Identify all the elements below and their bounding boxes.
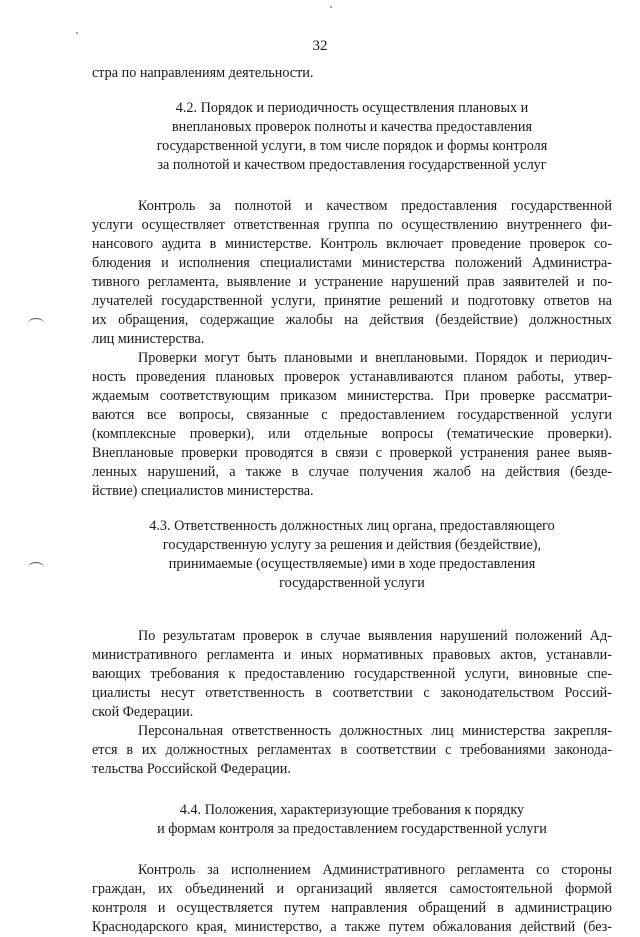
heading-line: государственную услугу за решения и действия (бездействие), xyxy=(162,537,542,553)
section-4-4-paragraph-1 xyxy=(92,861,612,937)
paragraph-line: контроля и осуществляется путем направления обращений в администрацию xyxy=(92,900,612,916)
page-number: 32 xyxy=(312,38,328,54)
binding-hole-mark xyxy=(28,562,44,573)
heading-line: за полнотой и качеством предоставления государственной услуг xyxy=(157,157,547,173)
paragraph-line: ется в их должностных регламентах в соответствии с требованиями законода- xyxy=(92,742,612,758)
heading-line: 4.4. Положения, характеризующие требования к порядку xyxy=(179,802,525,818)
scan-dot xyxy=(330,6,332,8)
heading-line: государственной услуги xyxy=(279,575,425,591)
paragraph-line: ность проведения плановых проверок устанавливаются планом работы, утвер- xyxy=(92,369,612,385)
paragraph-line: Контроль за исполнением Административного регламента со стороны xyxy=(138,862,612,878)
section-4-2-paragraph-2 xyxy=(92,349,612,501)
heading-line: государственной услуги, в том числе порядок и формы контроля xyxy=(156,138,548,154)
paragraph-line: Краснодарского края, министерство, а также путем обжалования действий (без- xyxy=(92,919,612,935)
paragraph-line: тельства Российской Федерации. xyxy=(92,761,291,777)
document-body xyxy=(92,64,612,937)
paragraph-line: лучателей государственной услуги, принятие решений и подготовку ответов на xyxy=(92,293,612,309)
heading-line: 4.2. Порядок и периодичность осуществления плановых и xyxy=(175,100,529,116)
intro-line: стра по направлениям деятельности. xyxy=(92,65,314,81)
paragraph-line: ждаемым соответствующим приказом министерства. При проверке рассматри- xyxy=(92,388,612,404)
heading-line: внеплановых проверок полноты и качества предоставления xyxy=(171,119,532,135)
paragraph-line: тивного регламента, выявление и устранение нарушений прав заявителей и по- xyxy=(92,274,612,290)
paragraph-line: По результатам проверок в случае выявления нарушений положений Ад- xyxy=(138,628,612,644)
paragraph-line: ваются все вопросы, связанные с предоставлением государственной услуги xyxy=(92,407,612,423)
paragraph-line: Персональная ответственность должностных лиц министерства закрепля- xyxy=(138,723,612,739)
paragraph-line: Проверки могут быть плановыми и внеплановыми. Порядок и периодич- xyxy=(138,350,612,366)
section-4-3-heading xyxy=(92,517,612,593)
scan-dot xyxy=(76,32,78,34)
section-4-2-paragraph-1 xyxy=(92,197,612,349)
paragraph-line: услуги осуществляет ответственная группа по осуществлению внутреннего фи- xyxy=(92,217,612,233)
heading-line: 4.3. Ответственность должностных лиц органа, предоставляющего xyxy=(149,518,555,534)
section-4-4-heading xyxy=(92,801,612,839)
paragraph-line: нансового аудита в министерстве. Контроль включает проведение проверок со- xyxy=(92,236,612,252)
paragraph-line: министративного регламента и иных нормативных правовых актов, устанавли- xyxy=(92,647,612,663)
paragraph-line: их обращения, содержащие жалобы на действия (бездействие) должностных xyxy=(92,312,612,328)
paragraph-line: граждан, их объединений и организаций является самостоятельной формой xyxy=(92,881,612,897)
section-4-3-paragraph-1 xyxy=(92,627,612,722)
binding-hole-mark xyxy=(28,318,44,329)
section-4-2-heading xyxy=(92,99,612,175)
paragraph-line: йствие) специалистов министерства. xyxy=(92,483,314,499)
paragraph-line: (комплексные проверки), или отдельные вопросы (тематические проверки). xyxy=(92,426,612,442)
paragraph-line: Контроль за полнотой и качеством предоставления государственной xyxy=(138,198,612,214)
paragraph-line: лиц министерства. xyxy=(92,331,205,347)
heading-line: и формам контроля за предоставлением государственной услуги xyxy=(157,821,547,837)
paragraph-line: вающих требования к предоставлению государственной услуги, виновные спе- xyxy=(92,666,612,682)
paragraph-line: ленных нарушений, а также в случае получения жалоб на действия (безде- xyxy=(92,464,612,480)
paragraph-line: Внеплановые проверки проводятся в связи с проверкой устранения ранее выяв- xyxy=(92,445,612,461)
heading-line: принимаемые (осуществляемые) ими в ходе предоставления xyxy=(168,556,536,572)
paragraph-line: циалисты несут ответственность в соответствии с законодательством Россий- xyxy=(92,685,612,701)
paragraph-line: ской Федерации. xyxy=(92,704,194,720)
section-4-3-paragraph-2 xyxy=(92,722,612,779)
paragraph-line: блюдения и исполнения специалистами министерства положений Администра- xyxy=(92,255,612,271)
